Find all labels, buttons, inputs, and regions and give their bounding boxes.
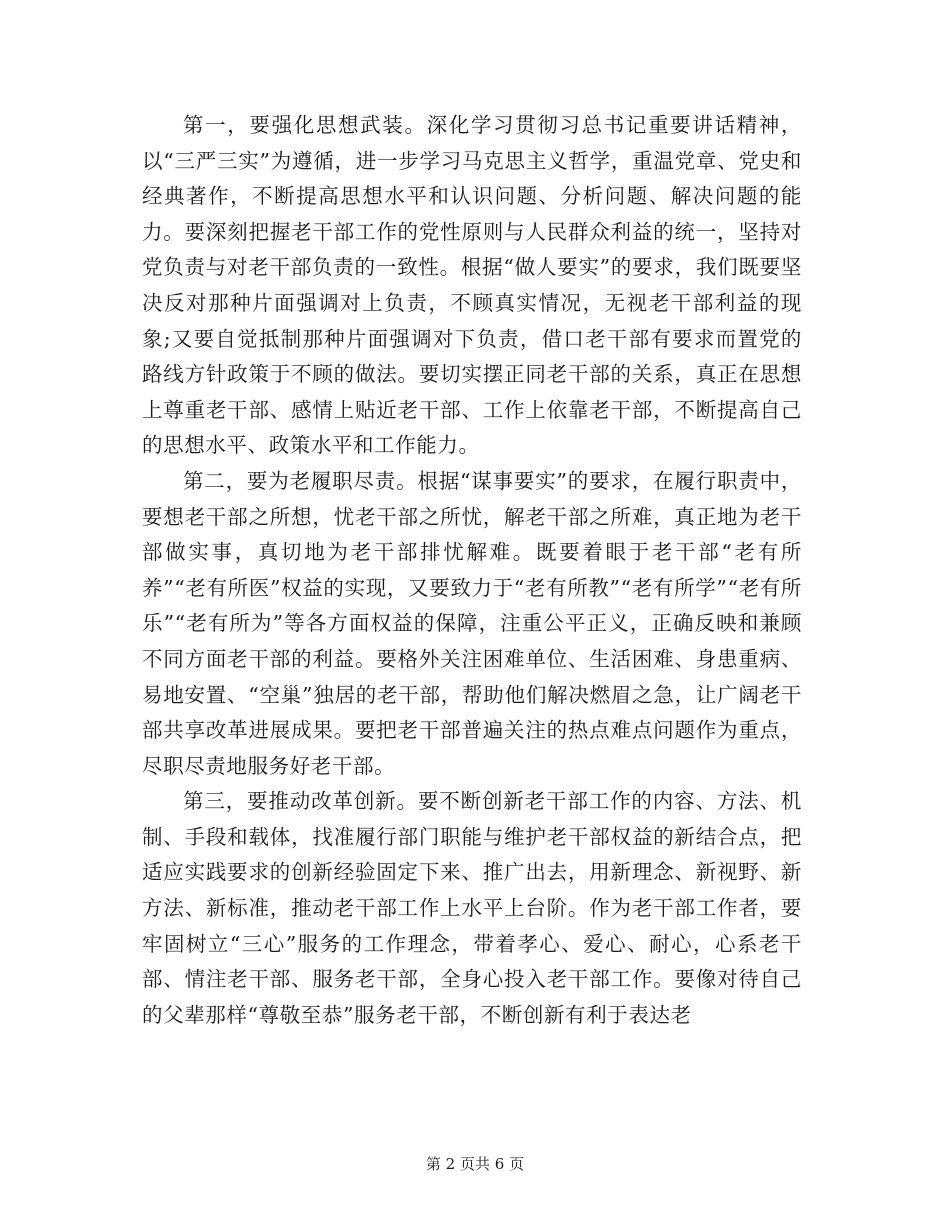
document-body xyxy=(142,108,802,1033)
paragraph-3: 第三，要推动改革创新。要不断创新老干部工作的内容、方法、机制、手段和载体，找准履行部门职能与维护老干部权益的新结合点，把适应实践要求的创新经验固定下来、推广出去，用新理念、新视野、新方法、新标准，推动老干部工作上水平上台阶。作为老干部工作者，要牢固树立“三心”服务的工作理念，带着孝心、爱心、耐心，心系老干部、情注老干部、服务老干部，全身心投入老干部工作。要像对待自己的父辈那样“尊敬至恭”服务老干部，不断创新有利于表达老 xyxy=(142,789,802,1027)
paragraph-2: 第二，要为老履职尽责。根据“谋事要实”的要求，在履行职责中，要想老干部之所想，忧老干部之所忧，解老干部之所难，真正地为老干部做实事，真切地为老干部排忧解难。既要着眼于老干部“老有所养”“老有所医”权益的实现，又要致力于“老有所教”“老有所学”“老有所乐”“老有所为”等各方面权益的保障，注重公平正义，正确反映和兼顾不同方面老干部的利益。要格外关注困难单位、生活困难、身患重病、易地安置、“空巢”独居的老干部，帮助他们解决燃眉之急，让广阔老干部共享改革进展成果。要把老干部普遍关注的热点难点问题作为重点，尽职尽责地服务好老干部。 xyxy=(142,468,802,778)
paragraph-1: 第一，要强化思想武装。深化学习贯彻习总书记重要讲话精神，以“三严三实”为遵循，进一步学习马克思主义哲学，重温党章、党史和经典著作，不断提高思想水平和认识问题、分析问题、解决问题的能力。要深刻把握老干部工作的党性原则与人民群众利益的统一，坚持对党负责与对老干部负责的一致性。根据“做人要实”的要求，我们既要坚决反对那种片面强调对上负责，不顾真实情况，无视老干部利益的现象;又要自觉抵制那种片面强调对下负责，借口老干部有要求而置党的路线方针政策于不顾的做法。要切实摆正同老干部的关系，真正在思想上尊重老干部、感情上贴近老干部、工作上依靠老干部，不断提高自己的思想水平、政策水平和工作能力。 xyxy=(142,113,802,458)
page-footer: 第 2 页共 6 页 xyxy=(425,1155,525,1173)
